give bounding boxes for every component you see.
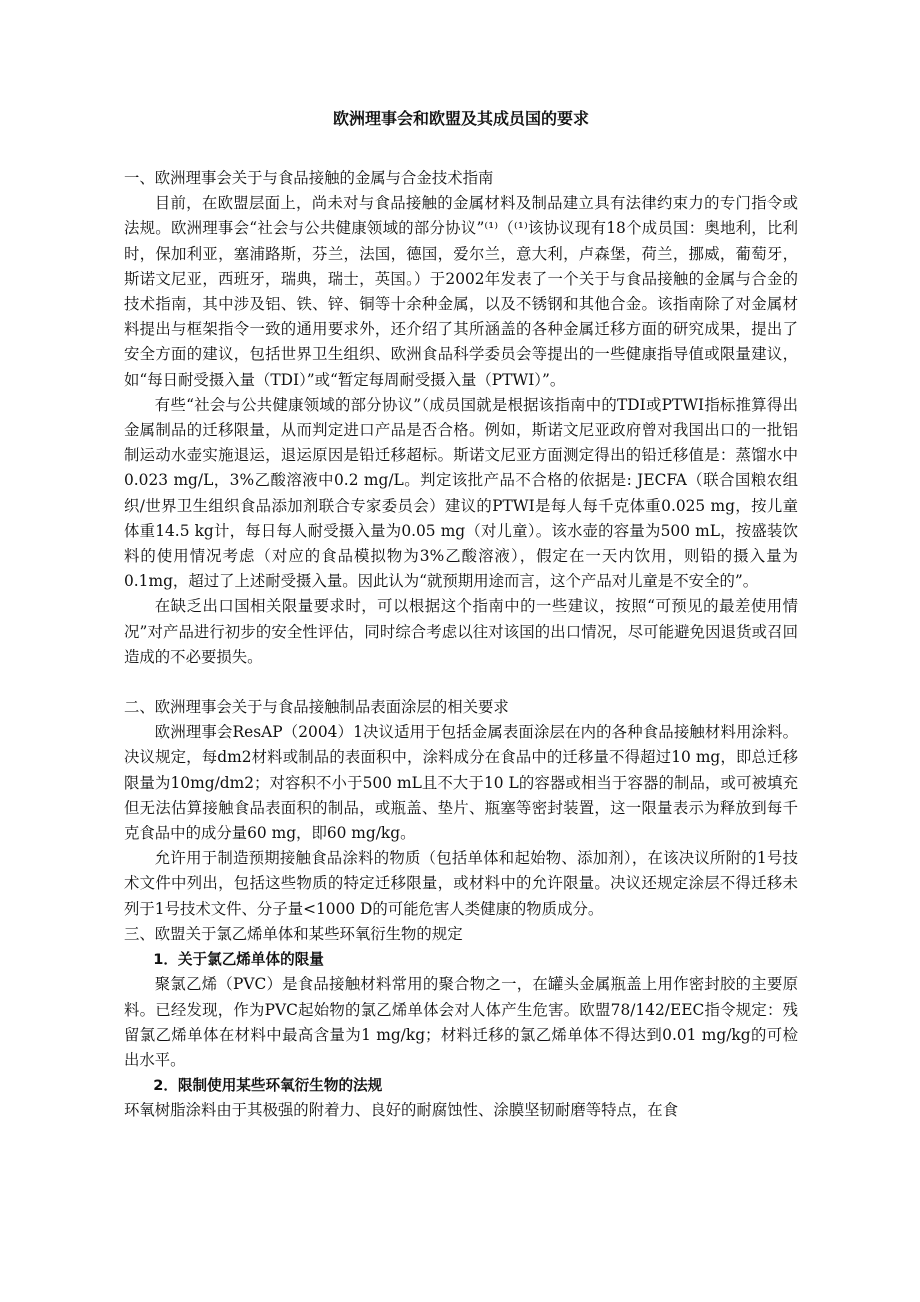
section-3-heading: 三、欧盟关于氯乙烯单体和某些环氧衍生物的规定	[124, 924, 463, 943]
section-spacer	[124, 670, 798, 695]
section-1-paragraph-3: 在缺乏出口国相关限量要求时，可以根据这个指南中的一些建议，按照“可预见的最差使用情况”对产品进行初步的安全性评估，同时综合考虑以往对该国的出口情况，尽可能避免因退货或召回造成的不必要损失。	[124, 597, 798, 666]
document-body	[124, 166, 798, 1124]
section-3-subheading-2: 2．限制使用某些环氧衍生物的法规	[153, 1077, 383, 1095]
section-1-paragraph-2: 有些“社会与公共健康领域的部分协议”（成员国就是根据该指南中的TDI或PTWI指标推算得出金属制品的迁移限量，从而判定进口产品是否合格。例如，斯诺文尼亚政府曾对我国出口的一批铝制运动水壶实施退运，退运原因是铅迁移超标。斯诺文尼亚方面测定得出的铅迁移值是：蒸馏水中0.023 mg/L，3%乙酸溶液中0.2 mg/L。判定该批产品不合格的依据是: JECFA（联合国粮农组织/世界卫生组织食品添加剂联合专家委员会）建议的PTWI是每人每千克体重0.025 mg，按儿童体重14.5 kg计，每日每人耐受摄入量为0.05 mg（对儿童）。该水壶的容量为500 mL，按盛装饮料的使用情况考虑（对应的食品模拟物为3%乙酸溶液），假定在一天内饮用，则铅的摄入量为0.1mg，超过了上述耐受摄入量。因此认为“就预期用途而言，这个产品对儿童是不安全的”。	[124, 395, 798, 591]
section-3-paragraph-2: 环氧树脂涂料由于其极强的附着力、良好的耐腐蚀性、涂膜坚韧耐磨等特点，在食	[124, 1101, 679, 1120]
section-2-heading: 二、欧洲理事会关于与食品接触制品表面涂层的相关要求	[124, 698, 509, 717]
section-3-subheading-1: 1．关于氯乙烯单体的限量	[153, 951, 324, 969]
section-2-paragraph-1: 欧洲理事会ResAP（2004）1决议适用于包括金属表面涂层在内的各种食品接触材料用涂料。决议规定，每dm2材料或制品的表面积中，涂料成分在食品中的迁移量不得超过10 mg，即总迁移限量为10mg/dm2；对容积不小于500 mL且不大于10 L的容器或相当于容器的制品，或可被填充但无法估算接触食品表面积的制品，或瓶盖、垫片、瓶塞等密封装置，这一限量表示为释放到每千克食品中的成分量60 mg，即60 mg/kg。	[124, 723, 798, 843]
section-3-paragraph-1: 聚氯乙烯（PVC）是食品接触材料常用的聚合物之一，在罐头金属瓶盖上用作密封胶的主要原料。已经发现，作为PVC起始物的氯乙烯单体会对人体产生危害。欧盟78/142/EEC指令规定：残留氯乙烯单体在材料中最高含量为1 mg/kg；材料迁移的氯乙烯单体不得达到0.01 mg/kg的可检出水平。	[124, 975, 798, 1069]
section-1-heading: 一、欧洲理事会关于与食品接触的金属与合金技术指南	[124, 169, 494, 187]
document-title: 欧洲理事会和欧盟及其成员国的要求	[332, 109, 589, 128]
document-page	[124, 0, 798, 1302]
section-2-paragraph-2: 允许用于制造预期接触食品涂料的物质（包括单体和起始物、添加剂），在该决议所附的1号技术文件中列出，包括这些物质的特定迁移限量，或材料中的允许限量。决议还规定涂层不得迁移未列于1号技术文件、分子量<1000 D的可能危害人类健康的物质成分。	[124, 849, 798, 918]
section-1-paragraph-1: 目前，在欧盟层面上，尚未对与食品接触的金属材料及制品建立具有法律约束力的专门指令或法规。欧洲理事会“社会与公共健康领域的部分协议”⁽¹⁾（⁽¹⁾该协议现有18个成员国：奥地利，比利时，保加利亚，塞浦路斯，芬兰，法国，德国，爱尔兰，意大利，卢森堡，荷兰，挪威，葡萄牙，斯诺文尼亚，西班牙，瑞典，瑞士，英国。）于2002年发表了一个关于与食品接触的金属与合金的技术指南，其中涉及铝、铁、锌、铜等十余种金属，以及不锈钢和其他合金。该指南除了对金属材料提出与框架指令一致的通用要求外，还介绍了其所涵盖的各种金属迁移方面的研究成果，提出了安全方面的建议，包括世界卫生组织、欧洲食品科学委员会等提出的一些健康指导值或限量建议，如“每日耐受摄入量（TDI）”或“暂定每周耐受摄入量（PTWI）”。	[124, 194, 798, 389]
